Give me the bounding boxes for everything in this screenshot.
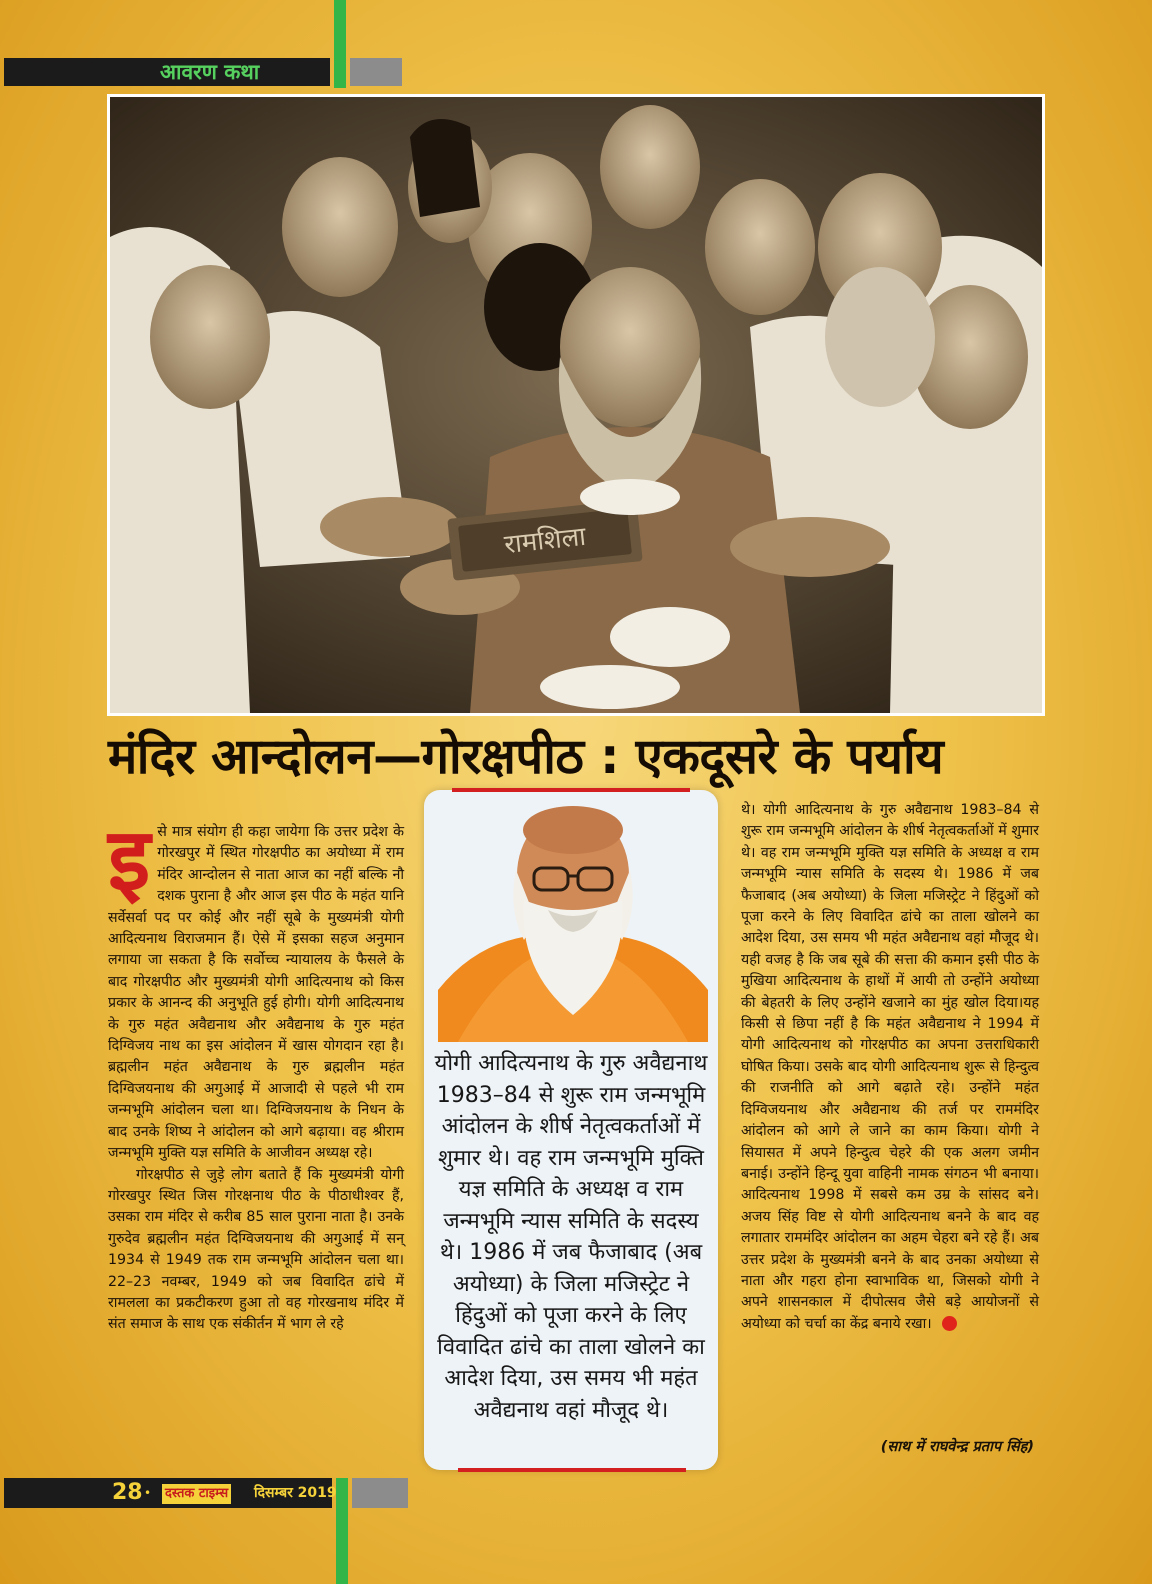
pull-quote-text: योगी आदित्यनाथ के गुरु अवैद्यनाथ 1983–84 से शुरू राम जन्मभूमि आंदोलन के शीर्ष नेतृत्वकर्ताओं में शुमार थे। वह राम जन्मभूमि मुक्ति यज्ञ समिति के अध्यक्ष व राम जन्मभूमि न्यास समिति के सदस्य थे। 1986 में जब फैजाबाद (अब अयोध्या) के जिला मजिस्ट्रेट ने हिंदुओं को पूजा करने के लिए विवादित ढांचे का ताला खोलने का आदेश दिया, उस समय भी महंत अवैद्यनाथ वहां मौजूद थे। bbox=[434, 1051, 708, 1423]
header-grey-block bbox=[350, 58, 402, 86]
top-green-accent-bar bbox=[334, 0, 346, 88]
ramshila-plaque-text: रामशिला bbox=[502, 521, 588, 561]
pull-quote-bottom-rule bbox=[458, 1468, 686, 1472]
left-article-column bbox=[108, 810, 404, 1336]
end-of-article-dot-icon bbox=[942, 1316, 957, 1331]
footer-green-accent-bar bbox=[336, 1478, 348, 1584]
right-paragraph: थे। योगी आदित्यनाथ के गुरु अवैद्यनाथ 1983–84 से शुरू राम जन्मभूमि आंदोलन के शीर्ष नेतृत्वकर्ताओं में शुमार थे। वह राम जन्मभूमि मुक्ति यज्ञ समिति के अध्यक्ष व राम जन्मभूमि न्यास समिति के सदस्य थे। 1986 में जब फैजाबाद (अब अयोध्या) के जिला मजिस्ट्रेट ने हिंदुओं को पूजा करने के लिए विवादित ढांचे का ताला खोलने का आदेश दिया, उस समय भी महंत अवैद्यनाथ वहां मौजूद थे। यही वजह है कि जब सूबे की सत्ता की कमान इसी पीठ के मुखिया आदित्यनाथ के हाथों में आयी तो उन्होंने अयोध्या की बेहतरी के लिए उन्होंने खजाने का मुंह खोल दिया।यह किसी से छिपा नहीं है कि महंत अवैद्यनाथ ने 1994 में योगी आदित्यनाथ को गोरक्षपीठ का अपना उत्तराधिकारी घोषित किया। उसके बाद योगी आदित्यनाथ शुरू से हिन्दुत्व की राजनीति को आगे बढ़ाते रहे। उन्होंने महंत दिग्विजयनाथ और अवैद्यनाथ की तर्ज पर राममंदिर आंदोलन को आगे ले जाने का काम किया। योगी ने सियासत में अपने हिन्दुत्व चेहरे की एक अलग जमीन बनाई। उन्होंने हिन्दू युवा वाहिनी नामक संगठन भी बनाया। आदित्यनाथ 1998 में सबसे कम उम्र के सांसद बने। अजय सिंह विष्ट से योगी आदित्यनाथ बनने के बाद वह लगातार राममंदिर आंदोलन का अहम चेहरा बने रहे हैं। अब उत्तर प्रदेश के मुख्यमंत्री बनने के बाद उनका अयोध्या से नाता और गहरा होना स्वाभाविक था, जिसको योगी ने अपने शासनकाल में दीपोत्सव जैसे बड़े आयोजनों से अयोध्या को चर्चा का केंद्र बनाये रखा। bbox=[741, 802, 1039, 1332]
magazine-logo: दस्तक टाइम्स bbox=[162, 1484, 231, 1504]
footer-bullet: • bbox=[144, 1486, 152, 1500]
article-headline: मंदिर आन्दोलन—गोरक्षपीठ : एकदूसरे के पर्याय bbox=[108, 728, 944, 785]
issue-date: दिसम्बर 2019 bbox=[254, 1485, 337, 1501]
portrait-mahant-avaidyanath bbox=[438, 800, 708, 1042]
pull-quote-top-rule bbox=[452, 788, 690, 792]
section-label: आवरण कथा bbox=[160, 60, 260, 84]
dropcap-letter: इ bbox=[108, 810, 151, 910]
byline: (साथ में राघवेन्द्र प्रताप सिंह) bbox=[880, 1439, 1034, 1455]
page-number: 28 bbox=[112, 1480, 143, 1505]
right-article-column bbox=[741, 800, 1039, 1335]
left-paragraph-1: से मात्र संयोग ही कहा जायेगा कि उत्तर प्रदेश के गोरखपुर में स्थित गोरक्षपीठ का अयोध्या में राम मंदिर आन्दोलन से नाता आज का नहीं बल्कि नौ दशक पुराना है और आज इस पीठ के महंत यानि सर्वेसर्वा पद पर कोई और नहीं सूबे के मुख्यमंत्री योगी आदित्यनाथ विराजमान हैं। ऐसे में इसका सहज अनुमान लगाया जा सकता है कि सर्वोच्च न्यायालय के फैसले के बाद गोरक्षपीठ और मुख्यमंत्री योगी आदित्यनाथ को किस प्रकार के आनन्द की अनुभूति हुई होगी। योगी आदित्यनाथ के गुरु महंत अवैद्यनाथ और अवैद्यनाथ के गुरु महंत दिग्विजय नाथ का इस आंदोलन में खास योगदान रहा है। ब्रह्मलीन महंत अवैद्यनाथ के गुरु ब्रह्मलीन महंत दिग्विजयनाथ की अगुआई में आजादी से पहले भी राम जन्मभूमि आंदोलन चला था। दिग्विजयनाथ के निधन के बाद उनके शिष्य ने आंदोलन को आगे बढ़ाया। वह श्रीराम जन्मभूमि मुक्ति यज्ञ समिति के आजीवन अध्यक्ष रहे। bbox=[108, 824, 404, 1162]
left-paragraph-2: गोरक्षपीठ से जुड़े लोग बताते हैं कि मुख्यमंत्री योगी गोरखपुर स्थित जिस गोरक्षनाथ पीठ के पीठाधीश्वर हैं, उसका राम मंदिर से करीब 85 साल पुराना नाता है। उनके गुरुदेव ब्रह्मलीन महंत दिग्विजयनाथ की अगुआई में सन् 1934 से 1949 तक राम जन्मभूमि आंदोलन चला था। 22–23 नवम्बर, 1949 को जब विवादित ढांचे में रामलला का प्रकटीकरण हुआ तो वह गोरखनाथ मंदिर में संत समाज के साथ एक संकीर्तन में भाग ले रहे bbox=[108, 1166, 404, 1333]
main-photo-saints-ramshila bbox=[110, 97, 1042, 713]
footer-grey-block bbox=[352, 1478, 408, 1508]
